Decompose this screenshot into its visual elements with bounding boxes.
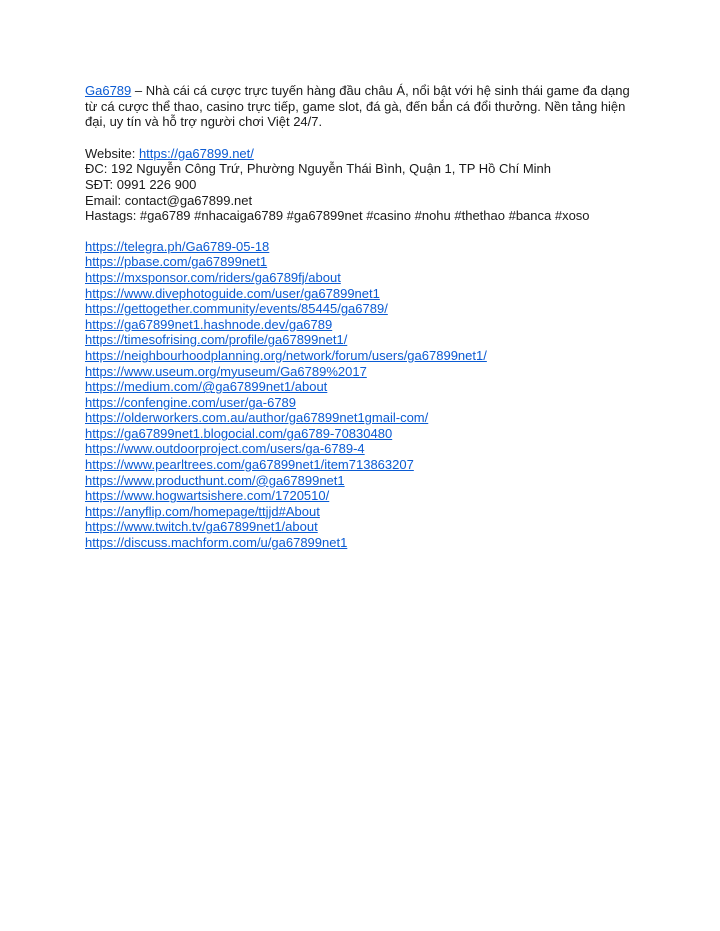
list-item: [85, 457, 645, 473]
paragraph-spacer: [85, 224, 645, 239]
list-item: [85, 379, 645, 395]
list-item: [85, 473, 645, 489]
list-item: [85, 395, 645, 411]
backlink[interactable]: https://confengine.com/user/ga-6789: [85, 394, 297, 410]
intro-text: – Nhà cái cá cược trực tuyến hàng đầu châu Á, nổi bật với hệ sinh thái game đa dạng từ cá cược thể thao, casino trực tiếp, game slot, đá gà, đến bắn cá đổi thưởng. Nền tảng hiện đại, uy tín và hỗ trợ người chơi Việt 24/7.: [85, 83, 630, 130]
intro-paragraph: [85, 83, 645, 130]
list-item: [85, 301, 645, 317]
list-item: [85, 364, 645, 380]
list-item: [85, 441, 645, 457]
backlink[interactable]: https://telegra.ph/Ga6789-05-18: [85, 238, 270, 254]
website-line: [85, 146, 645, 162]
backlink[interactable]: https://olderworkers.com.au/author/ga67899net1gmail-com/: [85, 410, 429, 426]
list-item: [85, 286, 645, 302]
link-list: [85, 239, 645, 551]
backlink[interactable]: https://www.pearltrees.com/ga67899net1/item713863207: [85, 457, 414, 473]
backlink[interactable]: https://mxsponsor.com/riders/ga6789fj/about: [85, 269, 341, 285]
email-line: Email: contact@ga67899.net: [85, 192, 253, 208]
list-item: [85, 410, 645, 426]
backlink[interactable]: https://neighbourhoodplanning.org/network/forum/users/ga67899net1/: [85, 347, 487, 363]
website-label: Website:: [85, 145, 139, 161]
list-item: [85, 239, 645, 255]
website-link[interactable]: https://ga67899.net/: [138, 145, 254, 161]
phone-line: SĐT: 0991 226 900: [85, 176, 197, 192]
backlink[interactable]: https://discuss.machform.com/u/ga67899net1: [85, 535, 348, 551]
address-line: ĐC: 192 Nguyễn Công Trứ, Phường Nguyễn Thái Bình, Quận 1, TP Hồ Chí Minh: [85, 161, 552, 177]
backlink[interactable]: https://www.divephotoguide.com/user/ga67899net1: [85, 285, 380, 301]
list-item: [85, 519, 645, 535]
backlink[interactable]: https://www.useum.org/myuseum/Ga6789%2017: [85, 363, 367, 379]
hashtags-line: Hastags: #ga6789 #nhacaiga6789 #ga67899net #casino #nohu #thethao #banca #xoso: [85, 208, 590, 224]
document-page: [85, 83, 645, 551]
backlink[interactable]: https://timesofrising.com/profile/ga67899net1/: [85, 332, 348, 348]
list-item: [85, 270, 645, 286]
list-item: [85, 254, 645, 270]
list-item: [85, 488, 645, 504]
backlink[interactable]: https://ga67899net1.hashnode.dev/ga6789: [85, 316, 333, 332]
backlink[interactable]: https://www.producthunt.com/@ga67899net1: [85, 472, 345, 488]
backlink[interactable]: https://anyflip.com/homepage/ttjjd#About: [85, 503, 320, 519]
backlink[interactable]: https://gettogether.community/events/85445/ga6789/: [85, 301, 388, 317]
backlink[interactable]: https://www.outdoorproject.com/users/ga-6789-4: [85, 441, 365, 457]
backlink[interactable]: https://www.twitch.tv/ga67899net1/about: [85, 519, 318, 535]
list-item: [85, 348, 645, 364]
list-item: [85, 317, 645, 333]
brand-link[interactable]: Ga6789: [85, 83, 132, 98]
list-item: [85, 504, 645, 520]
list-item: [85, 332, 645, 348]
backlink[interactable]: https://ga67899net1.blogocial.com/ga6789-70830480: [85, 425, 393, 441]
paragraph-spacer: [85, 130, 645, 146]
backlink[interactable]: https://pbase.com/ga67899net1: [85, 254, 268, 270]
contact-block: [85, 146, 645, 224]
list-item: [85, 426, 645, 442]
backlink[interactable]: https://www.hogwartsishere.com/1720510/: [85, 488, 330, 504]
list-item: [85, 535, 645, 551]
backlink[interactable]: https://medium.com/@ga67899net1/about: [85, 379, 328, 395]
